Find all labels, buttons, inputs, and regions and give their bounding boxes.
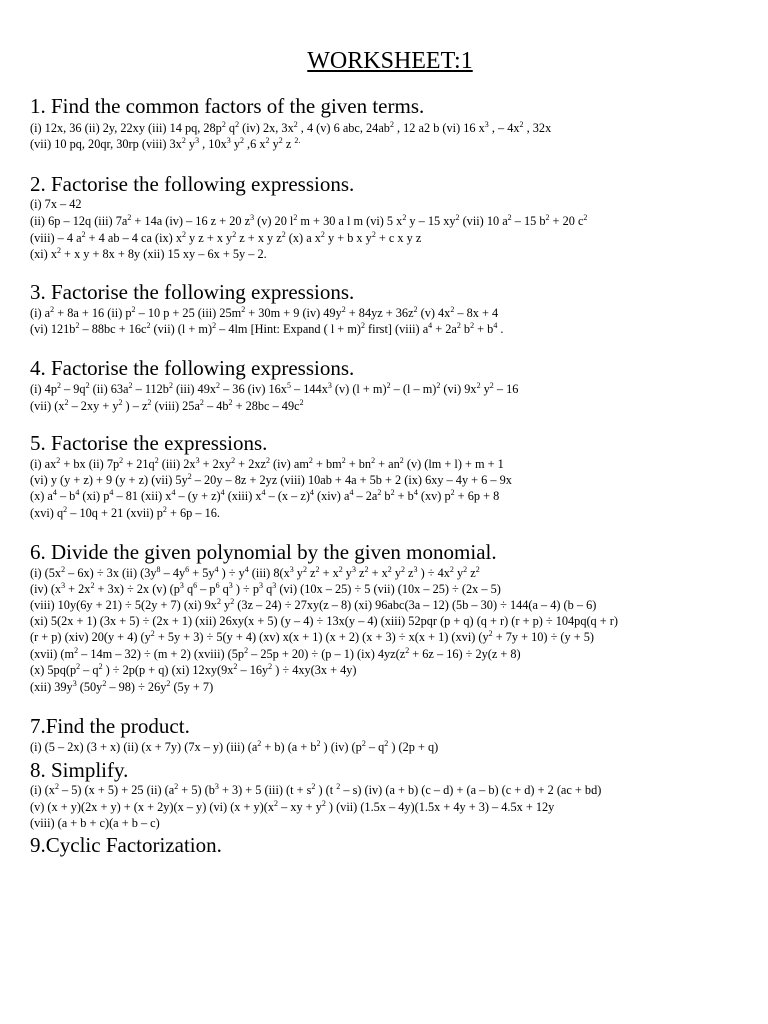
section-heading: 9.Cyclic Factorization.	[30, 833, 222, 857]
section-line: (vii) 10 pq, 20qr, 30rp (viii) $3x^2$ $y^3$ , $10x^3$ $y^2$ ,6 $x^2$ $y^2$ z $^{2.}$	[30, 136, 301, 151]
section-line: (v) (x + y)(2x + y) + (x + 2y)(x – y) (vi) $(x + y)(x^2$ – xy + $y^2$ ) (vii) (1.5x – 4y)(1.5x + 4y + 3) – 4.5x + 12y	[30, 799, 555, 814]
section-line: (i) 12x, 36 (ii) 2y, 22xy (iii) 14 pq, $28p^2$ $q^2$ (iv) 2x, $3x^2$ , 4 (v) 6 abc, $24ab^2$ , 12 a2 b (vi) 16 $x^3$ , – $4x^2$ , 32x	[30, 120, 552, 135]
section-line: (i) $ax^2$ + bx (ii) $7p^2 + 21q^2$ (iii) $2x^3 + 2xy^2 + 2xz^2$ (iv) $am^2 + bm^2 + bn^2 + an^2$ (v) (lm + l) + m + 1	[30, 456, 504, 471]
section-line: (i) $(5x^2 - 6x) \div 3x$ (ii) ($3y^8 - 4y^6 + 5y^4$ ) ÷ $y^4$ (iii) $8(x^3$ $y^2$ $z^2 + x^2$ $y^3$ $z^2 + x^2$ $y^2$ $z^3$ ) ÷ $4x^2$ $y^2$ $z^2$	[30, 565, 480, 580]
section-line: (vi) $121b^2 - 88bc + 16c^2$ (vii) $(l + m)^2 - 4lm$ [Hint: Expand ( l + m)$^2$ first] (viii) $a^4 + 2a^2$ $b^2 + b^4$ .	[30, 321, 504, 336]
section-line: (r + p) (xiv) 20(y + 4) $(y^2 + 5y + 3) \div 5(y + 4)$ (xv) x(x + 1) (x + 2) (x + 3) ÷ x(x + 1) (xvi) $(y^2 + 7y + 10) \div (y + 5)$	[30, 629, 594, 644]
section-heading: 6. Divide the given polynomial by the given monomial.	[30, 540, 497, 564]
section-line: (iv) $(x^3 + 2x^2 + 3x) \div 2x$ (v) ($p^3$ $q^6 - p^6$ $q^3$ ) ÷ $p^3$ $q^3$ (vi) (10x – 25) ÷ 5 (vii) (10x – 25) ÷ (2x – 5)	[30, 581, 501, 596]
section-heading: 8. Simplify.	[30, 758, 129, 782]
section-line: (vii) ($x^2 - 2xy + y^2$ ) – $z^2$ (viii) $25a^2 - 4b^2 + 28bc - 49c^2$	[30, 398, 304, 413]
section-line: (xi) 5(2x + 1) (3x + 5) ÷ (2x + 1) (xii) 26xy(x + 5) (y – 4) ÷ 13x(y – 4) (xiii) 52pqr (p + q) (q + r) (r + p) ÷ 104pq(q + r)	[30, 614, 618, 628]
section-line: (xvii) $(m^2 - 14m - 32) \div (m + 2)$ (xviii) $(5p^2 - 25p + 20) \div (p - 1)$ (ix) $4yz(z^2 + 6z - 16) \div 2y(z + 8)$	[30, 646, 521, 661]
section-line: (i) 7x – 42	[30, 197, 82, 211]
section-heading: 1. Find the common factors of the given terms.	[30, 94, 425, 118]
section-line: (vi) y (y + z) + 9 (y + z) (vii) $5y^2 - 20y - 8z + 2yz$ (viii) 10ab + 4a + 5b + 2 (ix) 6xy – 4y + 6 – 9x	[30, 472, 512, 487]
section-line: (i) $(x^2 - 5) (x + 5) + 25$ (ii) $(a^2 + 5) (b^3 + 3) + 5$ (iii) ($t + s^2$ ) (t $^2$ – s) (iv) (a + b) (c – d) + (a – b) (c + d) + 2 (ac + bd)	[30, 782, 602, 797]
section-line: (xii) $39y^3$ $(50y^2 - 98) \div 26y^2$ (5y + 7)	[30, 679, 214, 694]
section-line: (xi) $x^2 + x$ y + 8x + 8y (xii) 15 xy – 6x + 5y – 2.	[30, 246, 267, 261]
section-line: (i) $4p^2 - 9q^2$ (ii) $63a^2 - 112b^2$ (iii) $49x^2 - 36$ (iv) $16x^5 - 144x^3$ (v) $(l + m)^2 - (l - m)^2$ (vi) $9x^2$ $y^2 - 16$	[30, 381, 519, 396]
page-title: WORKSHEET:1	[307, 48, 473, 74]
section-heading: 3. Factorise the following expressions.	[30, 280, 355, 304]
section-heading: 5. Factorise the expressions.	[30, 431, 268, 455]
section-line: (x) $a^4 - b^4$ (xi) $p^4 - 81$ (xii) $x^4 - (y + z)^4$ (xiii) $x^4 - (x - z)^4$ (xiv) $a^4 - 2a^2$ $b^2 + b^4$ (xv) $p^2 + 6p + 8$	[30, 488, 500, 503]
section-line: (ii) 6p – 12q (iii) $7a^2 + 14a$ (iv) – 16 z + 20 $z^3$ (v) 20 $l^2$ m + 30 a l m (vi) 5 $x^2$ y – 15 $xy^2$ (vii) 10 $a^2 - 15$ $b^2 + 20$ $c^2$	[30, 213, 588, 228]
section-line: (x) $5pq(p^2 - q^2$ ) ÷ 2p(p + q) (xi) $12xy(9x^2 - 16y^2$ ) ÷ 4xy(3x + 4y)	[30, 662, 357, 677]
section-line: (viii) (a + b + c)(a + b – c)	[30, 816, 160, 830]
section-line: (i) (5 – 2x) (3 + x) (ii) (x + 7y) (7x – y) (iii) $(a^2 + b) (a + b^2$ ) (iv) ($p^2 - q^2$ ) (2p + q)	[30, 739, 439, 754]
section-heading: 7.Find the product.	[30, 714, 190, 738]
section-heading: 2. Factorise the following expressions.	[30, 172, 355, 196]
section-heading: 4. Factorise the following expressions.	[30, 356, 355, 380]
section-line: (xvi) $q^2 - 10q + 21$ (xvii) $p^2 + 6p - 16$.	[30, 505, 220, 520]
section-line: (viii) – 4 $a^2 + 4$ ab – 4 ca (ix) $x^2$ y z + x $y^2$ z + x y $z^2$ (x) a $x^2$ y + b x $y^2 + c$ x y z	[30, 230, 422, 245]
section-line: (viii) 10y(6y + 21) ÷ 5(2y + 7) (xi) $9x^2$ $y^2$ (3z – 24) ÷ 27xy(z – 8) (xi) 96abc(3a – 12) (5b – 30) ÷ 144(a – 4) (b – 6)	[30, 597, 597, 612]
section-line: (i) $a^2 + 8a + 16$ (ii) $p^2 - 10$ p + 25 (iii) $25m^2 + 30m + 9$ (iv) $49y^2 + 84yz + 36z^2$ (v) $4x^2 - 8x + 4$	[30, 305, 499, 320]
